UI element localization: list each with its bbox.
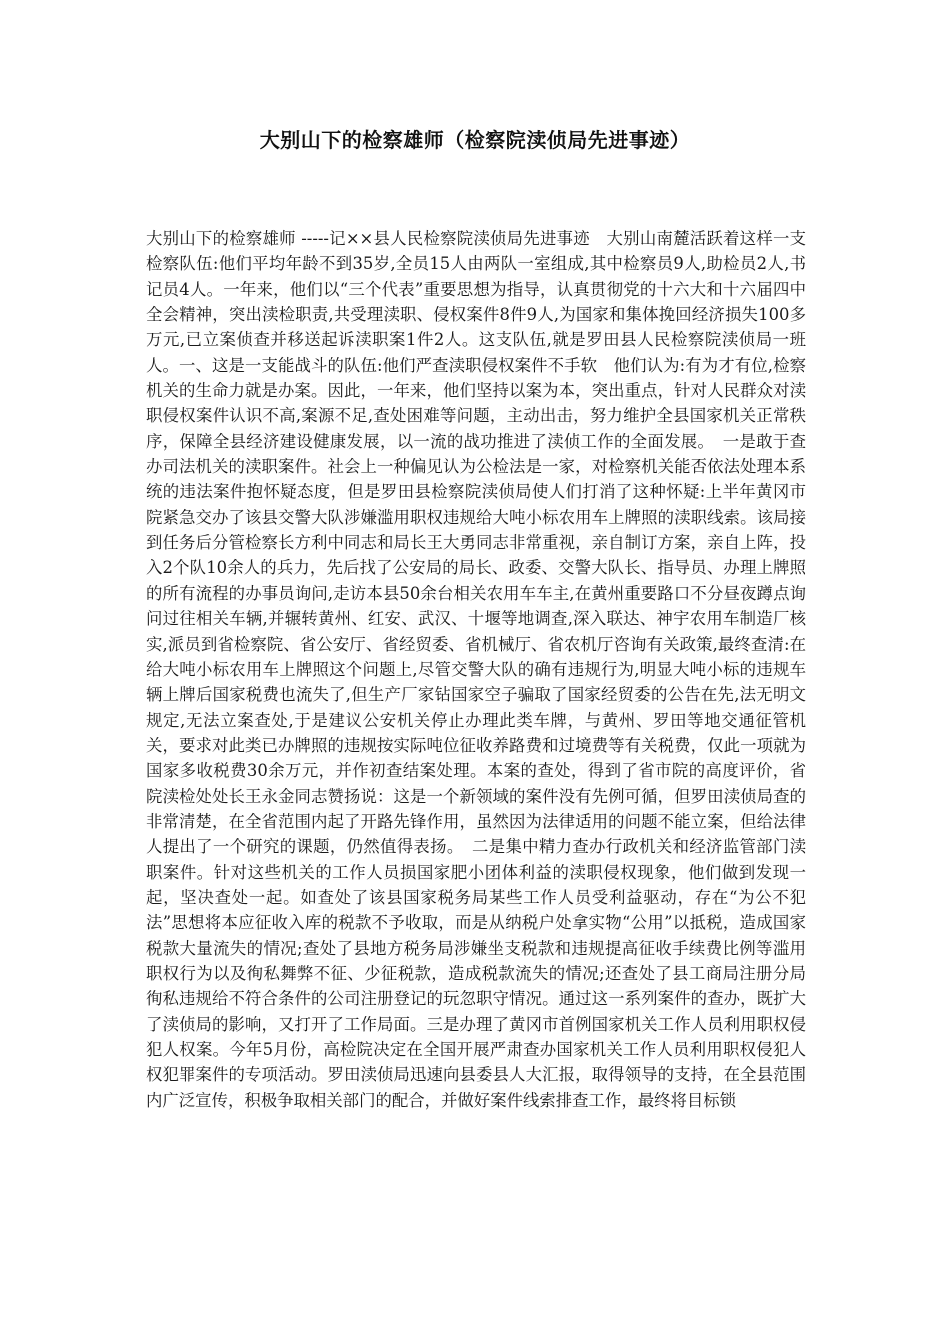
document-title: 大别山下的检察雄师（检察院渎侦局先进事迹） [259, 128, 691, 152]
document-body-text: 大别山下的检察雄师 -----记××县人民检察院渎侦局先进事迹 大别山南麓活跃着这样一支检察队伍:他们平均年龄不到35岁,全员15人由两队一室组成,其中检察员9人,助检员2人,书记员4人。一年来，他们以“三个代表”重要思想为指导，认真贯彻党的十六大和十六届四中全会精神，突出渎检职责,共受理渎职、侵权案件8件9人,为国家和集体挽回经济损失100多万元,已立案侦查并移送起诉渎职案1件2人。这支队伍,就是罗田县人民检察院渎侦局一班人。一、这是一支能战斗的队伍:他们严查渎职侵权案件不手软 他们认为:有为才有位,检察机关的生命力就是办案。因此，一年来，他们坚持以案为本，突出重点，针对人民群众对渎职侵权案件认识不高,案源不足,查处困难等问题，主动出击，努力维护全县国家机关正常秩序，保障全县经济建设健康发展，以一流的战功推进了渎侦工作的全面发展。 一是敢于查办司法机关的渎职案件。社会上一种偏见认为公检法是一家，对检察机关能否依法处理本系统的违法案件抱怀疑态度，但是罗田县检察院渎侦局使人们打消了这种怀疑:上半年黄冈市院紧急交办了该县交警大队涉嫌滥用职权违规给大吨小标农用车上牌照的渎职线索。该局接到任务后分管检察长方利中同志和局长王大勇同志非常重视，亲自制订方案，亲自上阵，投入2个队10余人的兵力，先后找了公安局的局长、政委、交警大队长、指导员、办理上牌照的所有流程的办事员询问,走访本县50余台相关农用车车主,在黄州重要路口不分昼夜蹲点询问过往相关车辆,并辗转黄州、红安、武汉、十堰等地调查,深入联达、神宇农用车制造厂核实,派员到省检察院、省公安厅、省经贸委、省机械厅、省农机厅咨询有关政策,最终查清:在给大吨小标农用车上牌照这个问题上,尽管交警大队的确有违规行为,明显大吨小标的违规车辆上牌后国家税费也流失了,但生产厂家钻国家空子骗取了国家经贸委的公告在先,法无明文规定,无法立案查处,于是建议公安机关停止办理此类车牌，与黄州、罗田等地交通征管机关，要求对此类已办牌照的违规按实际吨位征收养路费和过境费等有关税费，仅此一项就为国家多收税费30余万元，并作初查结案处理。本案的查处，得到了省市院的高度评价，省院渎检处处长王永金同志赞扬说：这是一个新领域的案件没有先例可循，但罗田渎侦局查的非常清楚，在全省范围内起了开路先锋作用，虽然因为法律适用的问题不能立案，但给法律人提出了一个研究的课题，仍然值得表扬。 二是集中精力查办行政机关和经济监管部门渎职案件。针对这些机关的工作人员损国家肥小团体利益的渎职侵权现象，他们做到发现一起，坚决查处一起。如查处了该县国家税务局某些工作人员受利益驱动，存在“为公不犯法”思想将本应征收入库的税款不予收取，而是从纳税户处拿实物“公用”以抵税，造成国家税款大量流失的情况;查处了县地方税务局涉嫌坐支税款和违规提高征收手续费比例等滥用职权行为以及徇私舞弊不征、少征税款，造成税款流失的情况;还查处了县工商局注册分局徇私违规给不符合条件的公司注册登记的玩忽职守情况。通过这一系列案件的查办，既扩大了渎侦局的影响，又打开了工作局面。三是办理了黄冈市首例国家机关工作人员利用职权侵犯人权案。今年5月份，高检院决定在全国开展严肃查办国家机关工作人员利用职权侵犯人权犯罪案件的专项活动。罗田渎侦局迅速向县委县人大汇报，取得领导的支持，在全县范围内广泛宣传，积极争取相关部门的配合，并做好案件线索排查工作，最终将目标锁 [146, 229, 806, 1110]
